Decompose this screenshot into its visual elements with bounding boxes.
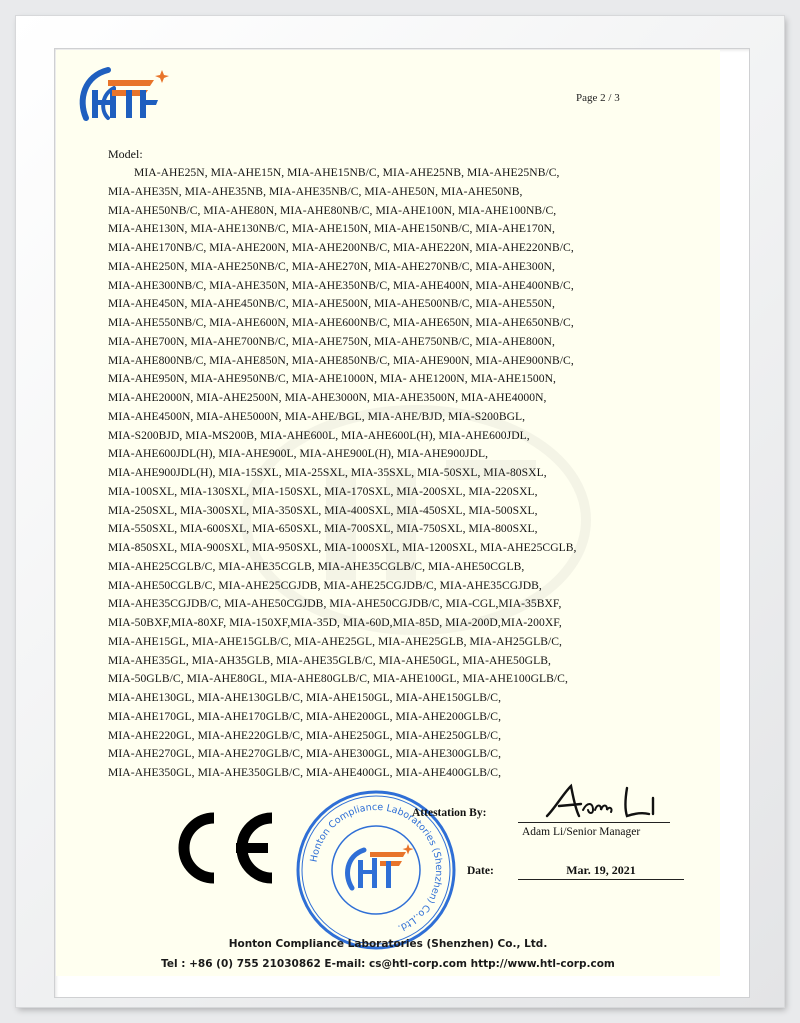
model-line: MIA-AHE700N, MIA-AHE700NB/C, MIA-AHE750N, MIA-AHE750NB/C, MIA-AHE800N, <box>108 334 555 348</box>
model-line: MIA-AHE900JDL(H), MIA-15SXL, MIA-25SXL, MIA-35SXL, MIA-50SXL, MIA-80SXL, <box>108 466 547 479</box>
signature-line <box>518 822 670 823</box>
model-line: MIA-AHE350GL, MIA-AHE350GLB/C, MIA-AHE400GL, MIA-AHE400GLB/C, <box>108 766 502 779</box>
model-line: MIA-AHE950N, MIA-AHE950NB/C, MIA-AHE1000N, MIA- AHE1200N, MIA-AHE1500N, <box>108 372 556 386</box>
seal-text: Honton Compliance Laboratories (Shenzhen) Co.,Ltd. <box>308 801 445 934</box>
model-line: MIA-AHE35GL, MIA-AH35GLB, MIA-AHE35GLB/C, MIA-AHE50GL, MIA-AHE50GLB, <box>108 653 551 667</box>
model-label: Model: <box>108 147 143 161</box>
footer-contact: Tel : +86 (0) 755 21030862 E-mail: cs@htl-corp.com http://www.htl-corp.com <box>161 958 615 970</box>
model-line: MIA-AHE4500N, MIA-AHE5000N, MIA-AHE/BGL, MIA-AHE/BJD, MIA-S200BGL, <box>108 409 526 423</box>
model-list <box>108 164 708 783</box>
model-line: MIA-550SXL, MIA-600SXL, MIA-650SXL, MIA-700SXL, MIA-750SXL, MIA-800SXL, <box>108 522 538 536</box>
model-line: MIA-AHE35CGJDB/C, MIA-AHE50CGJDB, MIA-AHE50CGJDB/C, MIA-CGL,MIA-35BXF, <box>108 597 562 611</box>
model-line: MIA-AHE600JDL(H), MIA-AHE900L, MIA-AHE900L(H), MIA-AHE900JDL, <box>108 447 489 461</box>
model-line: MIA-AHE50NB/C, MIA-AHE80N, MIA-AHE80NB/C, MIA-AHE100N, MIA-AHE100NB/C, <box>108 203 557 217</box>
model-line: MIA-AHE300NB/C, MIA-AHE350N, MIA-AHE350NB/C, MIA-AHE400N, MIA-AHE400NB/C, <box>108 278 574 292</box>
attestation-label: Attestation By: <box>412 807 487 819</box>
certificate-page <box>56 50 720 976</box>
model-line: MIA-AHE170NB/C, MIA-AHE200N, MIA-AHE200NB/C, MIA-AHE220N, MIA-AHE220NB/C, <box>108 241 574 254</box>
model-line: MIA-AHE50CGLB/C, MIA-AHE25CGJDB, MIA-AHE25CGJDB/C, MIA-AHE35CGJDB, <box>108 578 542 592</box>
model-line: MIA-AHE2000N, MIA-AHE2500N, MIA-AHE3000N, MIA-AHE3500N, MIA-AHE4000N, <box>108 391 547 404</box>
model-line: MIA-AHE250N, MIA-AHE250NB/C, MIA-AHE270N, MIA-AHE270NB/C, MIA-AHE300N, <box>108 259 555 273</box>
model-line: MIA-100SXL, MIA-130SXL, MIA-150SXL, MIA-170SXL, MIA-200SXL, MIA-220SXL, <box>108 484 538 498</box>
model-line: MIA-AHE15GL, MIA-AHE15GLB/C, MIA-AHE25GL, MIA-AHE25GLB, MIA-AH25GLB/C, <box>108 634 563 648</box>
signer-name: Adam Li/Senior Manager <box>522 826 641 838</box>
handwritten-signature <box>541 780 661 824</box>
model-line: MIA-250SXL, MIA-300SXL, MIA-350SXL, MIA-400SXL, MIA-450SXL, MIA-500SXL, <box>108 503 538 517</box>
htl-logo <box>78 60 170 132</box>
model-line: MIA-850SXL, MIA-900SXL, MIA-950SXL, MIA-1000SXL, MIA-1200SXL, MIA-AHE25CGLB, <box>108 541 577 554</box>
date-label: Date: <box>467 865 494 877</box>
model-line: MIA-AHE130N, MIA-AHE130NB/C, MIA-AHE150N, MIA-AHE150NB/C, MIA-AHE170N, <box>108 222 555 236</box>
model-line: MIA-AHE270GL, MIA-AHE270GLB/C, MIA-AHE300GL, MIA-AHE300GLB/C, <box>108 747 502 761</box>
model-line: MIA-AHE550NB/C, MIA-AHE600N, MIA-AHE600NB/C, MIA-AHE650N, MIA-AHE650NB/C, <box>108 316 574 329</box>
model-line: MIA-AHE130GL, MIA-AHE130GLB/C, MIA-AHE150GL, MIA-AHE150GLB/C, <box>108 691 502 704</box>
model-line: MIA-AHE25N, MIA-AHE15N, MIA-AHE15NB/C, MIA-AHE25NB, MIA-AHE25NB/C, <box>134 166 560 179</box>
model-line: MIA-AHE25CGLB/C, MIA-AHE35CGLB, MIA-AHE35CGLB/C, MIA-AHE50CGLB, <box>108 559 525 573</box>
model-line: MIA-50BXF,MIA-80XF, MIA-150XF,MIA-35D, MIA-60D,MIA-85D, MIA-200D,MIA-200XF, <box>108 616 562 629</box>
footer-company: Honton Compliance Laboratories (Shenzhen) Co., Ltd. <box>228 938 548 950</box>
ce-mark-icon <box>164 806 280 890</box>
page-number: Page 2 / 3 <box>576 92 620 104</box>
model-line: MIA-AHE800NB/C, MIA-AHE850N, MIA-AHE850NB/C, MIA-AHE900N, MIA-AHE900NB/C, <box>108 353 574 367</box>
model-line: MIA-AHE170GL, MIA-AHE170GLB/C, MIA-AHE200GL, MIA-AHE200GLB/C, <box>108 709 502 723</box>
model-line: MIA-AHE220GL, MIA-AHE220GLB/C, MIA-AHE250GL, MIA-AHE250GLB/C, <box>108 728 502 742</box>
model-line: MIA-AHE35N, MIA-AHE35NB, MIA-AHE35NB/C, MIA-AHE50N, MIA-AHE50NB, <box>108 184 523 198</box>
date-value: Mar. 19, 2021 <box>518 863 684 880</box>
model-line: MIA-AHE450N, MIA-AHE450NB/C, MIA-AHE500N, MIA-AHE500NB/C, MIA-AHE550N, <box>108 297 555 311</box>
model-line: MIA-S200BJD, MIA-MS200B, MIA-AHE600L, MIA-AHE600L(H), MIA-AHE600JDL, <box>108 428 530 442</box>
model-line: MIA-50GLB/C, MIA-AHE80GL, MIA-AHE80GLB/C, MIA-AHE100GL, MIA-AHE100GLB/C, <box>108 672 568 686</box>
